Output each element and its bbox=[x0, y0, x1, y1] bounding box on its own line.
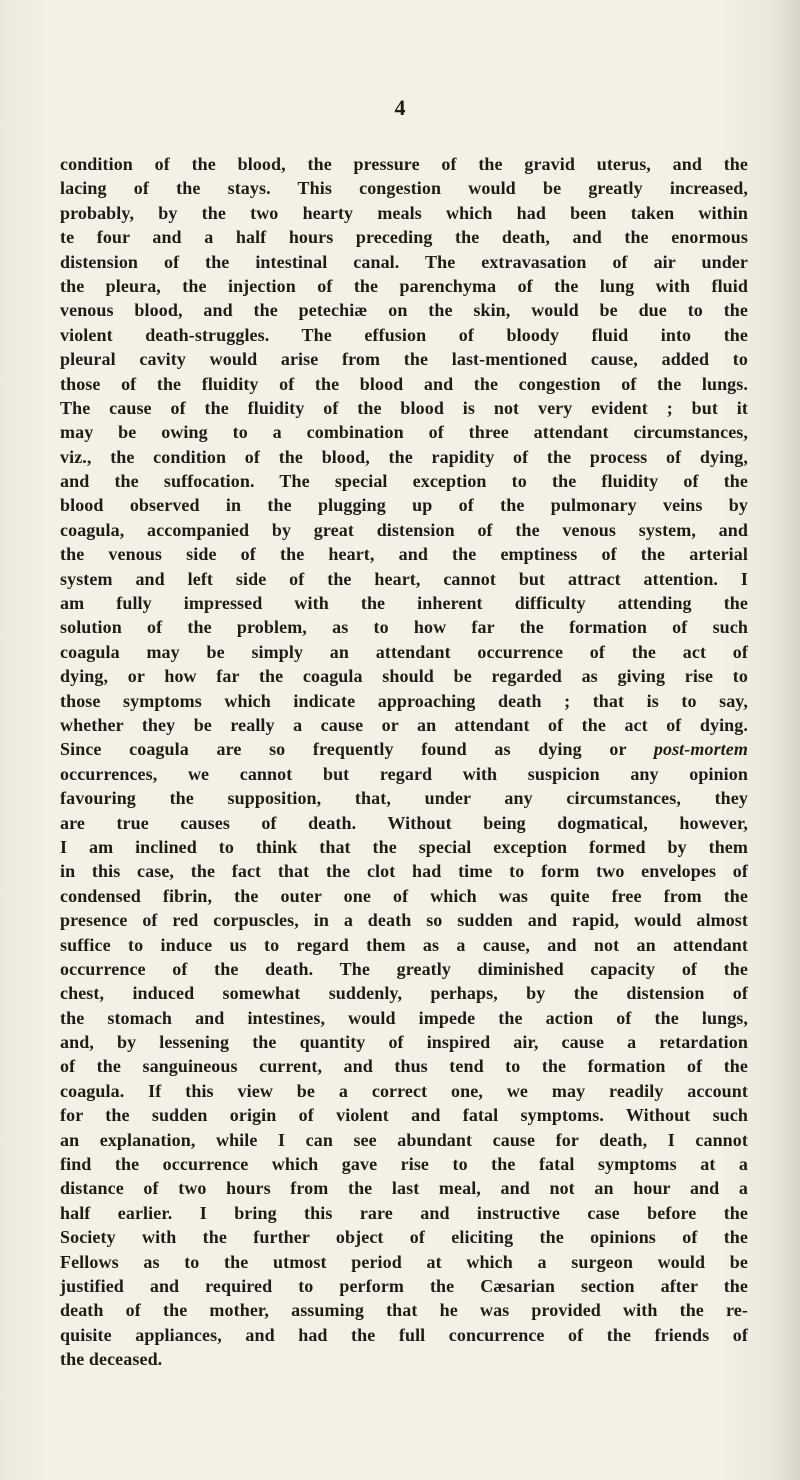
text-line bbox=[60, 1225, 748, 1249]
text-line bbox=[60, 1176, 748, 1200]
text-line bbox=[60, 225, 748, 249]
text-line-content: venous blood, and the petechiæ on the skin, would be due to the bbox=[60, 300, 748, 321]
text-line bbox=[60, 737, 748, 761]
text-line-content: coagula may be simply an attendant occurrence of the act of bbox=[60, 641, 748, 662]
text-line-content: probably, by the two hearty meals which had been taken within bbox=[60, 202, 748, 223]
text-line-content: The cause of the fluidity of the blood is not very evident ; but it bbox=[60, 397, 748, 418]
text-line-content: find the occurrence which gave rise to the fatal symptoms at a bbox=[60, 1154, 748, 1175]
text-line-content: I am inclined to think that the special exception formed by them bbox=[60, 836, 748, 857]
text-line-content: pleural cavity would arise from the last-mentioned cause, added to bbox=[60, 349, 748, 370]
text-line-content: may be owing to a combination of three attendant circumstances, bbox=[60, 422, 748, 443]
text-line-content: violent death-struggles. The effusion of bloody fluid into the bbox=[60, 324, 748, 345]
text-line bbox=[60, 298, 748, 322]
text-line bbox=[60, 884, 748, 908]
text-line bbox=[60, 176, 748, 200]
text-line-content: and the suffocation. The special exception to the fluidity of the bbox=[60, 471, 748, 492]
text-line-content: chest, induced somewhat suddenly, perhaps, by the distension of bbox=[60, 983, 748, 1004]
text-line bbox=[60, 957, 748, 981]
text-line-content: occurrence of the death. The greatly diminished capacity of the bbox=[60, 958, 748, 979]
text-line bbox=[60, 1006, 748, 1030]
text-line-content: those of the fluidity of the blood and the congestion of the lungs. bbox=[60, 373, 748, 394]
text-line-content: the stomach and intestines, would impede the action of the lungs, bbox=[60, 1007, 748, 1028]
text-line bbox=[60, 859, 748, 883]
text-line-content: the venous side of the heart, and the emptiness of the arterial bbox=[60, 544, 748, 565]
text-line-content: of the sanguineous current, and thus tend to the formation of the bbox=[60, 1056, 748, 1077]
text-line bbox=[60, 567, 748, 591]
text-line bbox=[60, 640, 748, 664]
text-line bbox=[60, 493, 748, 517]
text-line bbox=[60, 664, 748, 688]
text-line bbox=[60, 762, 748, 786]
text-line bbox=[60, 689, 748, 713]
text-line-content: an explanation, while I can see abundant cause for death, I cannot bbox=[60, 1129, 748, 1150]
page-edge-shadow bbox=[772, 0, 800, 1480]
text-line-content: presence of red corpuscles, in a death so sudden and rapid, would almost bbox=[60, 910, 748, 931]
text-line bbox=[60, 201, 748, 225]
text-line-content: distension of the intestinal canal. The extravasation of air under bbox=[60, 251, 748, 272]
text-line bbox=[60, 372, 748, 396]
text-line-content: system and left side of the heart, cannot but attract attention. I bbox=[60, 568, 748, 589]
text-line bbox=[60, 811, 748, 835]
text-line bbox=[60, 786, 748, 810]
page-number: 4 bbox=[394, 95, 406, 120]
text-line-content: the pleura, the injection of the parenchyma of the lung with fluid bbox=[60, 275, 748, 296]
text-line-content: are true causes of death. Without being dogmatical, however, bbox=[60, 812, 748, 833]
text-line bbox=[60, 542, 748, 566]
text-line-content: coagula. If this view be a correct one, we may readily account bbox=[60, 1080, 748, 1101]
text-line-content: half earlier. I bring this rare and instructive case before the bbox=[60, 1202, 748, 1223]
text-line-content: suffice to induce us to regard them as a cause, and not an attendant bbox=[60, 934, 748, 955]
text-line bbox=[60, 908, 748, 932]
text-line-content: viz., the condition of the blood, the rapidity of the process of dying, bbox=[60, 446, 748, 467]
text-line-content: distance of two hours from the last meal, and not an hour and a bbox=[60, 1178, 748, 1199]
text-line bbox=[60, 981, 748, 1005]
text-line-content: and, by lessening the quantity of inspired air, cause a retardation bbox=[60, 1032, 748, 1053]
text-line bbox=[60, 1298, 748, 1322]
text-line-content: whether they be really a cause or an attendant of the act of dying. bbox=[60, 714, 748, 735]
text-line bbox=[60, 1274, 748, 1298]
text-line bbox=[60, 420, 748, 444]
text-line-content: quisite appliances, and had the full concurrence of the friends of bbox=[60, 1324, 748, 1345]
text-line-content: Since coagula are so frequently found as dying or bbox=[60, 739, 627, 760]
text-line bbox=[60, 933, 748, 957]
text-line bbox=[60, 396, 748, 420]
text-line bbox=[60, 1054, 748, 1078]
text-line-content: for the sudden origin of violent and fatal symptoms. Without such bbox=[60, 1105, 748, 1126]
text-line-content: Society with the further object of eliciting the opinions of the bbox=[60, 1227, 748, 1248]
text-line bbox=[60, 1347, 748, 1371]
text-line-content: those symptoms which indicate approaching death ; that is to say, bbox=[60, 690, 748, 711]
text-line bbox=[60, 152, 748, 176]
text-line-content: justified and required to perform the Cæsarian section after the bbox=[60, 1275, 748, 1296]
text-line bbox=[60, 835, 748, 859]
text-line-content: am fully impressed with the inherent difficulty attending the bbox=[60, 593, 748, 614]
text-line bbox=[60, 713, 748, 737]
text-line-content: condensed fibrin, the outer one of which was quite free from the bbox=[60, 885, 748, 906]
text-line bbox=[60, 323, 748, 347]
text-line-content: solution of the problem, as to how far the formation of such bbox=[60, 617, 748, 638]
text-line-content: coagula, accompanied by great distension of the venous system, and bbox=[60, 519, 748, 540]
text-line bbox=[60, 1250, 748, 1274]
text-line bbox=[60, 1323, 748, 1347]
text-line-content: death of the mother, assuming that he was provided with the re- bbox=[60, 1300, 748, 1321]
text-line bbox=[60, 250, 748, 274]
text-line bbox=[60, 347, 748, 371]
text-line bbox=[60, 591, 748, 615]
text-line-content: occurrences, we cannot but regard with suspicion any opinion bbox=[60, 763, 748, 784]
text-line-content: blood observed in the plugging up of the pulmonary veins by bbox=[60, 495, 748, 516]
text-line bbox=[60, 1128, 748, 1152]
text-line-content: dying, or how far the coagula should be regarded as giving rise to bbox=[60, 666, 748, 687]
text-line-content: Fellows as to the utmost period at which a surgeon would be bbox=[60, 1251, 748, 1272]
text-line bbox=[60, 615, 748, 639]
text-line bbox=[60, 1030, 748, 1054]
italic-term: post-mortem bbox=[653, 739, 748, 760]
text-line bbox=[60, 1079, 748, 1103]
text-line bbox=[60, 274, 748, 298]
text-line bbox=[60, 445, 748, 469]
text-line-content: in this case, the fact that the clot had time to form two envelopes of bbox=[60, 861, 748, 882]
body-text bbox=[60, 152, 748, 1372]
text-line bbox=[60, 1152, 748, 1176]
text-line-content: te four and a half hours preceding the death, and the enormous bbox=[60, 227, 748, 248]
text-line bbox=[60, 1103, 748, 1127]
text-line-content: favouring the supposition, that, under any circumstances, they bbox=[60, 788, 748, 809]
text-line-content: the deceased. bbox=[60, 1349, 163, 1370]
text-line bbox=[60, 518, 748, 542]
text-line bbox=[60, 1201, 748, 1225]
text-line-content: lacing of the stays. This congestion would be greatly increased, bbox=[60, 178, 748, 199]
text-line-content: condition of the blood, the pressure of the gravid uterus, and the bbox=[60, 154, 748, 174]
text-line bbox=[60, 469, 748, 493]
